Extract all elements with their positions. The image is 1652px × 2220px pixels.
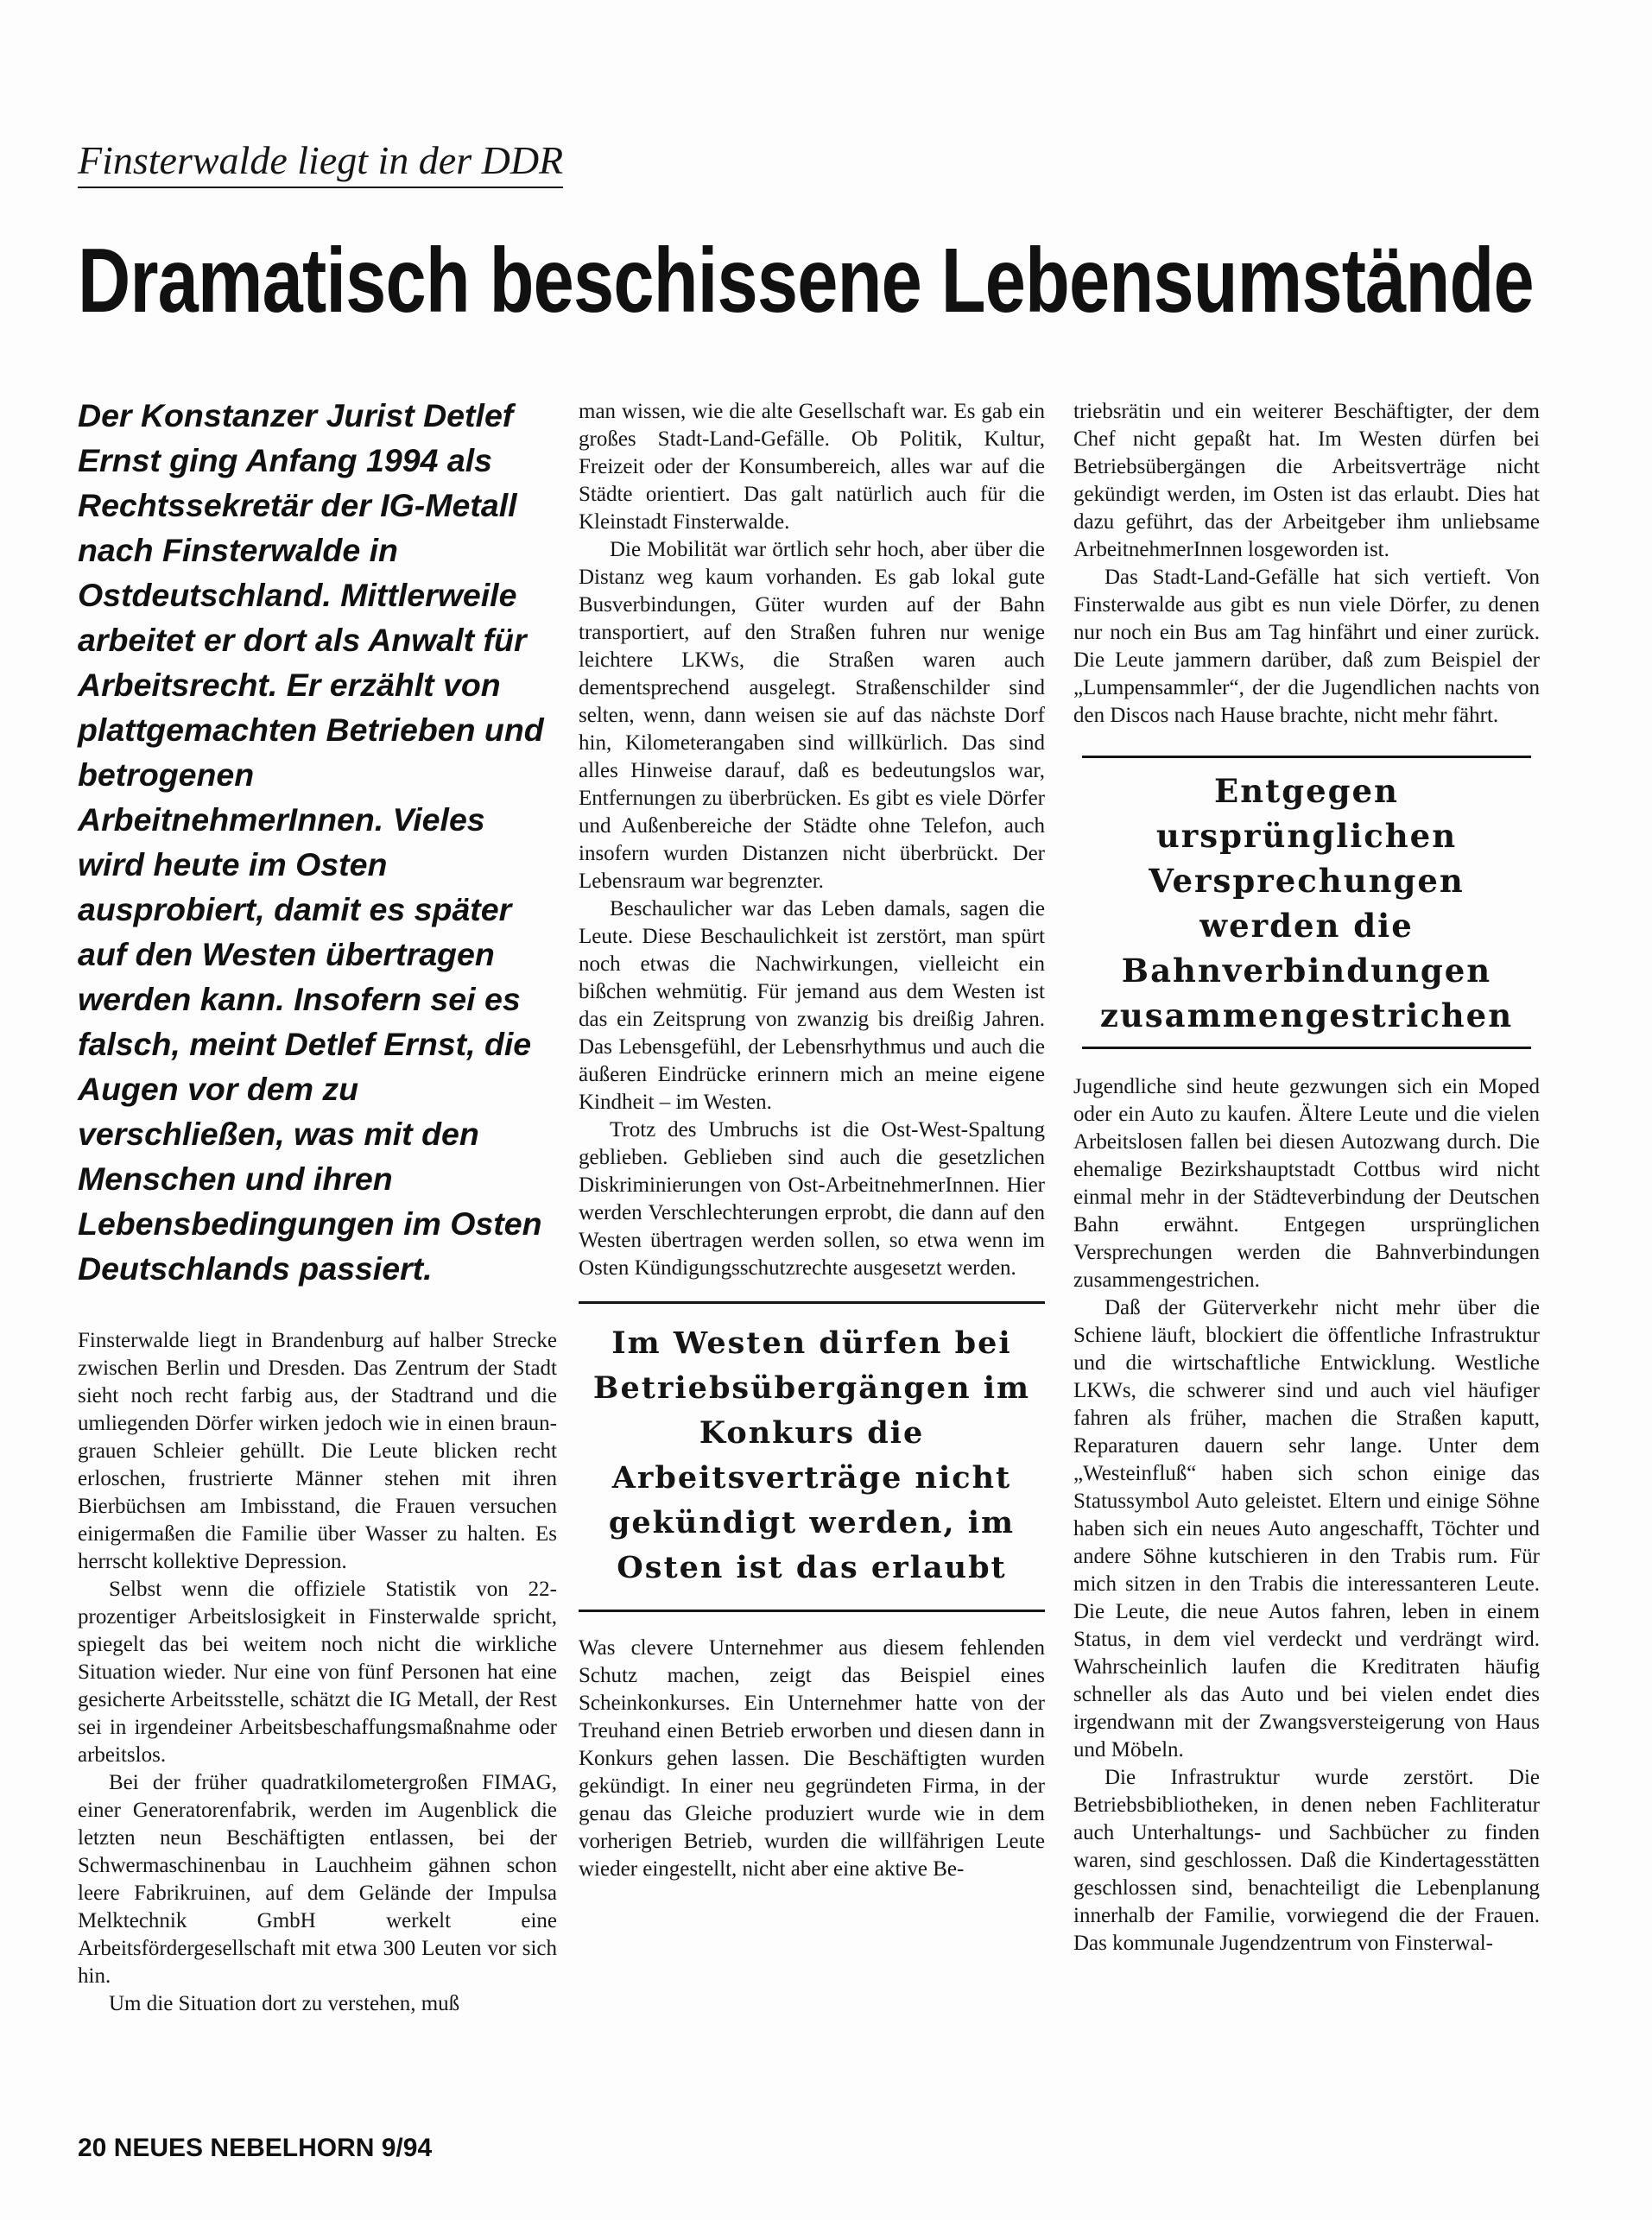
column-1 xyxy=(78,393,557,2018)
kicker-line: Finsterwalde liegt in der DDR xyxy=(78,136,563,188)
intro-paragraph: Der Konstanzer Jurist Detlef Ernst ging Anfang 1994 als Rechtssekretär der IG-Metall nach Finsterwalde in Ostdeutschland. Mittlerweile arbeitet er dort als Anwalt für Arbeitsrecht. Er erzählt von plattgemachten Betrieben und betrogenen ArbeitnehmerInnen. Vieles wird heute im Osten ausprobiert, damit es später auf den Westen übertragen werden kann. Insofern sei es falsch, meint Detlef Ernst, die Augen vor dem zu verschließen, was mit den Menschen und ihren Lebensbedingungen im Osten Deutschlands passiert. xyxy=(78,397,544,1287)
body-paragraph: man wissen, wie die alte Gesellschaft war. Es gab ein großes Stadt-Land-Gefälle. Ob Politik, Kultur, Freizeit oder der Konsumbereich, alles war auf die Städte orientiert. Das galt natürlich auch für die Kleinstadt Finsterwalde. xyxy=(579,400,1045,534)
column-2 xyxy=(579,398,1045,1883)
body-paragraph: Selbst wenn die offiziele Statistik von 22-prozentiger Arbeitslosigkeit in Finsterwalde spricht, spiegelt das bei weitem noch nicht die wirkliche Situation wieder. Nur eine von fünf Personen hat eine gesicherte Arbeitsstelle, schätzt die IG Metall, der Rest sei in irgendeiner Arbeitsbeschaffungsmaßnahme oder arbeitslos. xyxy=(78,1578,557,1767)
pull-quote-2: Entgegen ursprünglichen Versprechungen werden die Bahnverbindungen zusammengestrichen xyxy=(1082,756,1531,1049)
body-paragraph: Beschaulicher war das Leben damals, sagen die Leute. Diese Beschaulichkeit ist zerstört, man spürt noch etwas die Nachwirkungen, vielleicht ein bißchen wehmütig. Für jemand aus dem Westen ist das ein Zeitsprung von zwanzig bis dreißig Jahren. Das Lebensgefühl, der Lebensrhythmus und auch die äußeren Eindrücke erinnern mich an meine eigene Kindheit – im Westen. xyxy=(579,897,1045,1114)
headline: Dramatisch beschissene Lebensumstände xyxy=(78,230,1534,332)
column-3 xyxy=(1073,398,1540,1958)
body-paragraph: Bei der früher quadratkilometergroßen FIMAG, einer Generatorenfabrik, werden im Augenblick die letzten neun Beschäftigten entlassen, bei der Schwermaschinenbau in Lauchheim gähnen schon leere Fabrikruinen, auf dem Gelände der Impulsa Melktechnik GmbH werkelt eine Arbeitsfördergesellschaft mit etwa 300 Leuten vor sich hin. xyxy=(78,1771,557,1988)
body-paragraph: Das Stadt-Land-Gefälle hat sich vertieft. Von Finsterwalde aus gibt es nun viele Dörfer, zu denen nur noch ein Bus am Tag hinfährt und einer zurück. Die Leute jammern darüber, daß zum Beispiel der „Lumpensammler“, der die Jugendlichen nachts von den Discos nach Hause brachte, nicht mehr fährt. xyxy=(1073,566,1540,727)
body-paragraph: Jugendliche sind heute gezwungen sich ein Moped oder ein Auto zu kaufen. Ältere Leute und die vielen Arbeitslosen fallen bei diesen Autozwang durch. Die ehemalige Bezirkshauptstadt Cottbus wird nicht einmal mehr in der Städteverbindung der Deutschen Bahn erwähnt. Entgegen ursprünglichen Versprechungen werden die Bahnverbindungen zusammengestrichen. xyxy=(1073,1075,1540,1292)
pull-quote-1: Im Westen dürfen bei Betriebsübergängen im Konkurs die Arbeitsverträge nicht gekündigt werden, im Osten ist das erlaubt xyxy=(579,1301,1045,1612)
body-paragraph: Um die Situation dort zu verstehen, muß xyxy=(109,1992,460,2015)
body-paragraph: Daß der Güterverkehr nicht mehr über die Schiene läuft, blockiert die öffentliche Infrastruktur und die wirtschaftliche Entwicklung. Westliche LKWs, die schwerer sind und auch viel häufiger fahren als früher, machen die Straßen kaputt, Reparaturen dauern sehr lange. Unter dem „Westeinfluß“ haben sich schon einige das Statussymbol Auto geleistet. Eltern und einige Söhne haben sich ein neues Auto angeschafft, Töchter und andere Söhne kutschieren in den Trabis rum. Für mich sitzen in den Trabis die interessanteren Leute. Die Leute, die neue Autos fahren, leben in einem Status, in dem viel verdeckt und verdrängt wird. Wahrscheinlich laufen die Kreditraten häufig schneller als das Auto und bei vielen endet dies irgendwann mit der Zwangsversteigerung von Haus und Möbeln. xyxy=(1073,1296,1540,1761)
body-paragraph: triebsrätin und ein weiterer Beschäftigter, der dem Chef nicht gepaßt hat. Im Westen dürfen bei Betriebsübergängen die Arbeitsverträge nicht gekündigt werden, im Osten ist das erlaubt. Dies hat dazu geführt, das der Arbeitgeber ihm unliebsame ArbeitnehmerInnen losgeworden ist. xyxy=(1073,400,1540,561)
body-paragraph: Die Mobilität war örtlich sehr hoch, aber über die Distanz weg kaum vorhanden. Es gab lokal gute Busverbindungen, Güter wurden auf der Bahn transportiert, auf den Straßen fuhren nur wenige leichtere LKWs, die Straßen waren auch dementsprechend ausgelegt. Straßenschilder sind selten, wenn, dann weisen sie auf das nächste Dorf hin, Kilometerangaben sind willkürlich. Das sind alles Hinweise darauf, daß es bedeutungslos war, Entfernungen zu überbrücken. Es gibt es viele Dörfer und Außenbereiche der Städte ohne Telefon, auch insofern wurden Distanzen nicht überbrückt. Der Lebensraum war begrenzter. xyxy=(579,538,1045,893)
body-paragraph: Trotz des Umbruchs ist die Ost-West-Spaltung geblieben. Geblieben sind auch die gesetzlichen Diskriminierungen von Ost-ArbeitnehmerInnen. Hier werden Verschlechterungen erprobt, die dann auf den Westen übertragen werden sollen, so etwa wenn im Osten Kündigungsschutzrechte ausgesetzt werden. xyxy=(579,1118,1045,1280)
body-paragraph: Die Infrastruktur wurde zerstört. Die Betriebsbibliotheken, in denen neben Fachliteratur auch Unterhaltungs- und Sachbücher zu finden waren, sind geschlossen. Daß die Kindertagesstätten geschlossen sind, benachteiligt die Lebenplanung innerhalb der Familie, vorwiegend die der Frauen. Das kommunale Jugendzentrum von Finsterwal- xyxy=(1073,1766,1540,1955)
body-paragraph: Finsterwalde liegt in Brandenburg auf halber Strecke zwischen Berlin und Dresden. Das Zentrum der Stadt sieht noch recht farbig aus, der Stadtrand und die umliegenden Dörfer wirken jedoch wie in einen braun-grauen Schleier gehüllt. Die Leute blicken recht erloschen, frustrierte Männer stehen mit ihren Bierbüchsen am Imbisstand, die Frauen versuchen einigermaßen die Familie über Wasser zu halten. Es herrscht kollektive Depression. xyxy=(78,1329,557,1573)
page-footer: 20 NEUES NEBELHORN 9/94 xyxy=(78,2134,433,2162)
body-paragraph: Was clevere Unternehmer aus diesem fehlenden Schutz machen, zeigt das Beispiel eines Scheinkonkurses. Ein Unternehmer hatte von der Treuhand einen Betrieb erworben und diesen dann in Konkurs gehen lassen. Die Beschäftigten wurden gekündigt. In einer neu gegründeten Firma, in der genau das Gleiche produziert wurde wie in dem vorherigen Betrieb, wurden die willfährigen Leute wieder eingestellt, nicht aber eine aktive Be- xyxy=(579,1636,1045,1881)
